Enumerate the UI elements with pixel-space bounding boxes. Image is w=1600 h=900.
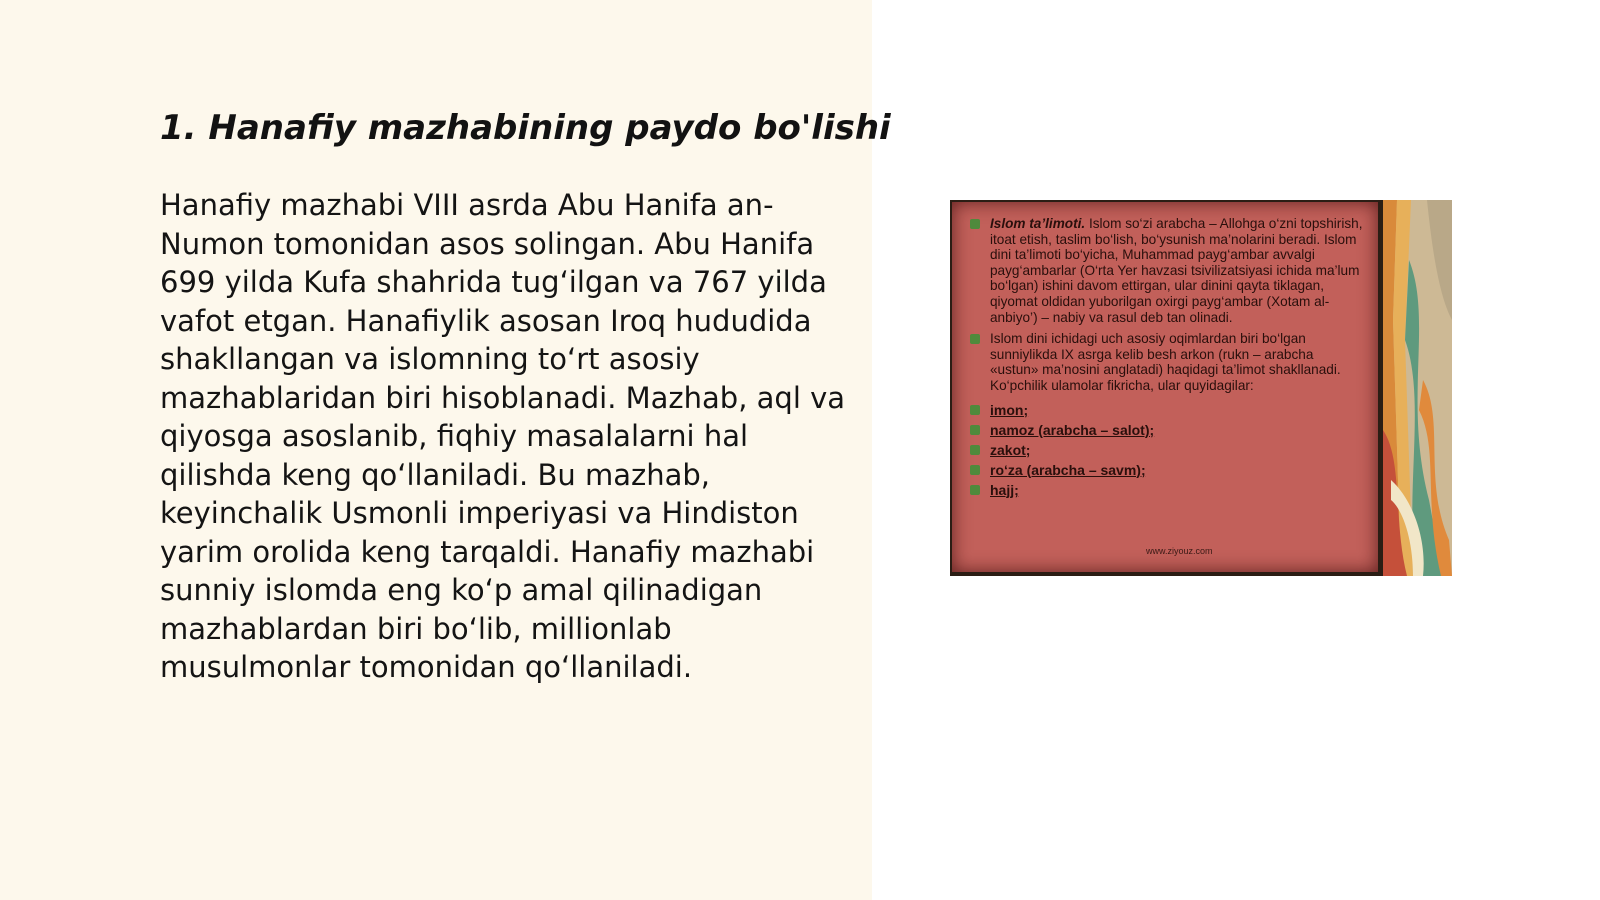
decorative-artwork-strip bbox=[1383, 200, 1452, 576]
list-item: hajj; bbox=[952, 480, 1364, 500]
slide-body-text: Hanafiy mazhabi VIII asrda Abu Hanifa an-Numon tomonidan asos solingan. Abu Hanifa 699 yilda Kufa shahrida tug‘ilgan va 767 yilda vafot etgan. Hanafiylik asosan Iroq hududida shakllangan va islomning to‘rt asosiy mazhablaridan biri hisoblanadi. Mazhab, aql va qiyosga asoslanib, fiqhiy masalalarni hal qilishda keng qo‘llaniladi. Bu mazhab, keyinchalik Usmonli imperiyasi va Hindiston yarim orolida keng tarqaldi. Hanafiy mazhabi sunniy islomda eng ko‘p amal qilinadigan mazhablardan biri bo‘lib, millionlab musulmonlar tomonidan qo‘llaniladi. bbox=[160, 188, 846, 684]
abstract-art-icon bbox=[1383, 200, 1452, 576]
paragraph-text: Islom so‘zi arabcha – Allohga o‘zni topshirish, itoat etish, taslim bo‘lish, bo‘ysunish ma’nolarini beradi. Islom dini ta’limoti bo‘yicha, Muhammad payg‘ambar avvalgi payg‘ambarlar (O‘rta Yer havzasi tsivilizatsiyasi ichida ma’lum bo‘lgan) ishini davom ettirgan, ular dinini qayta tiklagan, qiyomat oldidan yuborilgan oxirgi payg‘ambar (Xotam al-anbiyo’) – nabiy va rasul deb tan olinadi. bbox=[990, 216, 1363, 325]
square-bullet-icon bbox=[970, 485, 980, 495]
slide-title: 1. Hanafiy mazhabining paydo bo'lishi bbox=[160, 108, 891, 148]
paragraph-islom-talimoti bbox=[952, 216, 1364, 325]
list-item: imon; bbox=[952, 400, 1364, 420]
square-bullet-icon bbox=[970, 334, 980, 344]
square-bullet-icon bbox=[970, 405, 980, 415]
pillars-list bbox=[952, 400, 1364, 500]
square-bullet-icon bbox=[970, 465, 980, 475]
list-item: zakot; bbox=[952, 440, 1364, 460]
paragraph-sunniylik bbox=[952, 331, 1364, 393]
square-bullet-icon bbox=[970, 425, 980, 435]
scanned-text-content bbox=[952, 216, 1364, 500]
source-url: www.ziyouz.com bbox=[1146, 546, 1213, 556]
paragraph-text: Islom dini ichidagi uch asosiy oqimlardan biri bo‘lgan sunniylikda IX asrga kelib besh arkon (rukn – arabcha «ustun» ma’nosini anglatadi) haqidagi ta’limot shakllanadi. Ko‘pchilik ulamolar fikricha, ular quyidagilar: bbox=[990, 331, 1341, 393]
square-bullet-icon bbox=[970, 219, 980, 229]
illustration-image bbox=[950, 200, 1452, 576]
scanned-text-panel bbox=[952, 202, 1378, 572]
paragraph-lead: Islom ta’limoti. bbox=[990, 216, 1086, 231]
list-item: ro‘za (arabcha – savm); bbox=[952, 460, 1364, 480]
square-bullet-icon bbox=[970, 445, 980, 455]
list-item: namoz (arabcha – salot); bbox=[952, 420, 1364, 440]
